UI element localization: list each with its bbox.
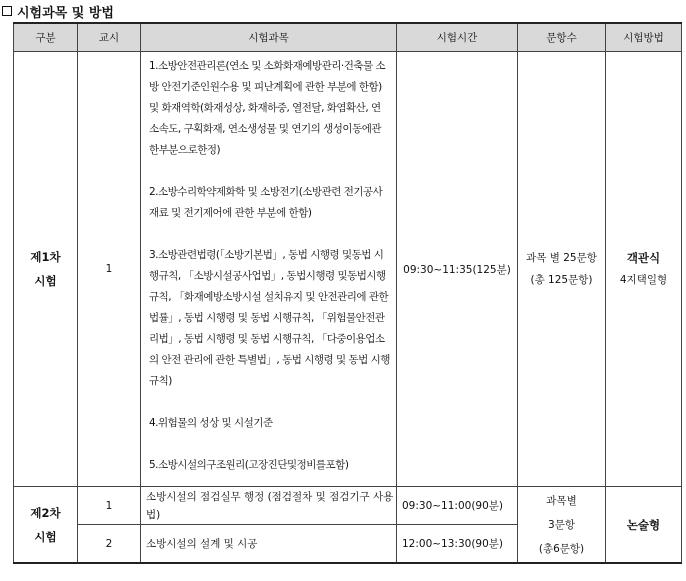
round2-method: 논술형 [606,487,682,564]
round2-label-line2: 시험 [34,529,57,544]
round1-period: 1 [78,52,141,487]
round1-subject-5: 5.소방시설의구조원리(고장진단및정비를포함) [149,459,349,471]
table-header-row [14,23,682,52]
round2-count-line2: 3문항 [548,518,575,531]
round1-label [14,52,78,487]
header-question-count: 문항수 [518,23,606,52]
round2-period-1: 1 [78,487,141,525]
round1-subject-3: 3.소방관련법령(「소방기본법」, 동법 시행령 및동법 시행규칙, 「소방시설공사업법」, 동법시행령 및동법시행규칙, 「화재예방소방시설 설치유지 및 안전관리에 관한 법률」, 동법 시행령 및 동법 시행규칙, 「위험물안전관리법」, 동법 시행령 및 동법 시행규칙, 「다중이용업소의 안전 관리에 관한 특별법」, 동법 시행령 및 동법 시행규칙) [149,249,390,387]
round2-period-2: 2 [78,525,141,564]
round1-time: 09:30~11:35(125분) [397,52,518,487]
checkbox-square-icon [2,6,12,16]
table-row-round1 [14,52,682,487]
header-time: 시험시간 [397,23,518,52]
round1-subject-2: 2.소방수리학약제화학 및 소방전기(소방관련 전기공사 재료 및 전기제어에 관한 부분에 한함) [149,186,383,219]
round2-time-2: 12:00~13:30(90분) [397,525,518,564]
header-subjects: 시험과목 [141,23,397,52]
round1-question-count [518,52,606,487]
section-heading [2,2,114,20]
round2-question-count [518,487,606,564]
round1-subject-4: 4.위험물의 성상 및 시설기준 [149,417,273,429]
round1-label-line1: 제1차 [30,250,61,264]
round1-count-line1: 과목 별 25문항 [526,252,597,264]
round1-label-line2: 시험 [34,274,57,288]
round2-subject-2: 소방시설의 설계 및 시공 [141,525,397,564]
round2-subject-1: 소방시설의 점검실무 행정 (점검절차 및 점검기구 사용법) [141,487,397,525]
round2-label [14,487,78,564]
round2-label-line1: 제2차 [30,505,61,520]
round1-method-line1: 객관식 [626,251,661,265]
round2-count-line1: 과목별 [546,494,577,507]
round2-time-1: 09:30~11:00(90분) [397,487,518,525]
round1-subjects [141,52,397,487]
section-heading-text: 시험과목 및 방법 [17,5,114,21]
round2-count-line3: (총6문항) [538,542,585,555]
round1-method-line2: 4지택일형 [619,274,668,286]
header-period: 교시 [78,23,141,52]
round1-subject-1: 1.소방안전관리론(연소 및 소화화재예방관리·건축물 소방 안전기준인원수용 및 피난계획에 관한 부분에 한함) 및 화재역학(화재성상, 화재하중, 열전달, 화염확산, 연소속도, 구획화재, 연소생성물 및 연기의 생성이동에관한부분으로한정) [149,60,386,156]
exam-subjects-table [13,22,682,564]
round1-count-line2: (총 125문항) [530,274,593,286]
header-method: 시험방법 [606,23,682,52]
round1-method [606,52,682,487]
table-row-round2-period1 [14,487,682,525]
header-category: 구분 [14,23,78,52]
